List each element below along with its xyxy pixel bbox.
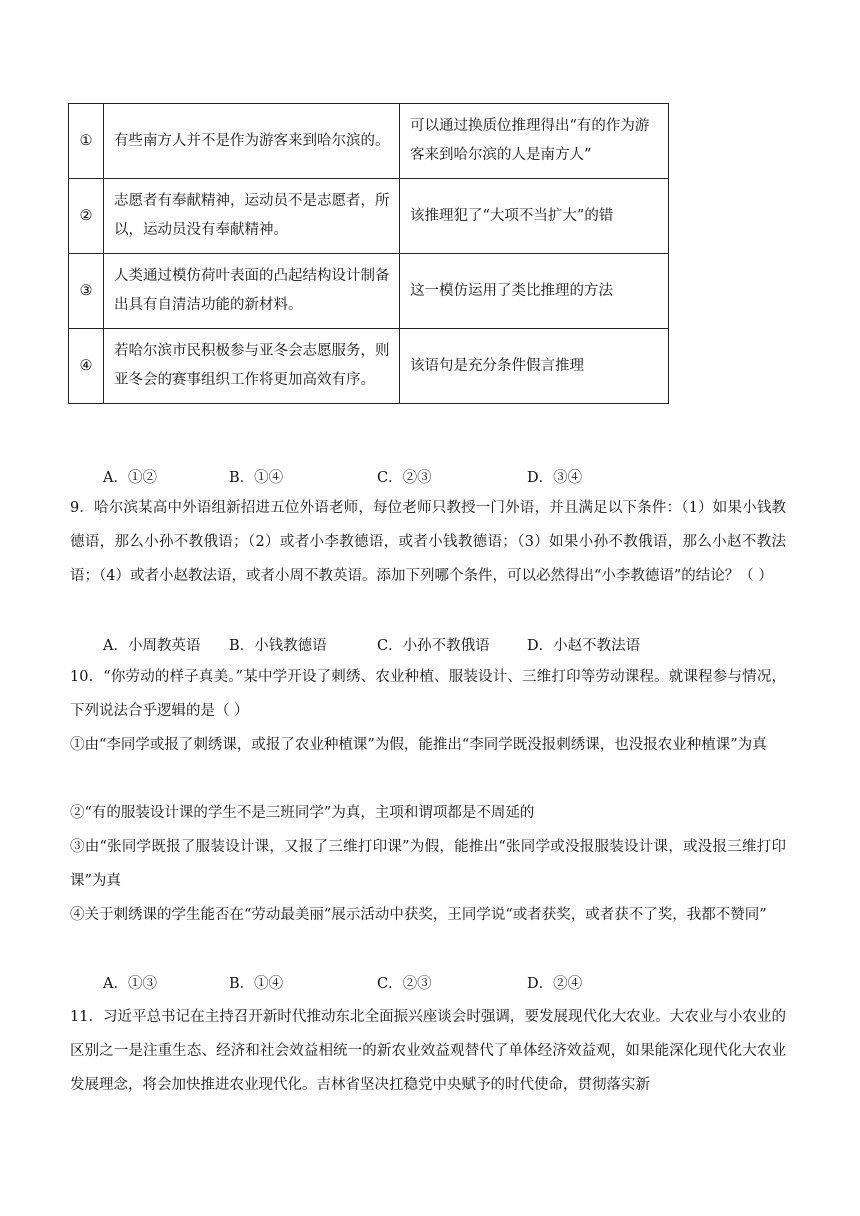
q9-stem: 9．哈尔滨某高中外语组新招进五位外语老师，每位老师只教授一门外语，并且满足以下条件：（1）如果小钱教德语，那么小孙不教俄语；（2）或者小李教德语，或者小钱教德语；（3）如果小孙不教俄语，那么小赵不教法语；（4）或者小赵教法语，或者小周不教英语。添加下列哪个条件，可以必然得出“小李教德语”的结论？（ ） [70,500,786,584]
q8-options [103,466,582,487]
q11-stem: 11．习近平总书记在主持召开新时代推动东北全面振兴座谈会时强调，要发展现代化大农业。大农业与小农业的区别之一是注重生态、经济和社会效益相统一的新农业效益观替代了单体经济效益观，如果能深化现代化大农业发展理念，将会加快推进农业现代化。吉林省坚决扛稳党中央赋予的时代使命，贯彻落实新 [70,1009,786,1093]
q9-options [103,634,640,655]
row-statement: 若哈尔滨市民积极参与亚冬会志愿服务，则亚冬会的赛事组织工作将更加高效有序。 [104,329,400,404]
option-b: B．①④ [229,976,284,992]
option-b: B．①④ [229,470,284,486]
row-analysis: 该推理犯了“大项不当扩大”的错 [400,179,669,254]
row-number: ① [69,104,104,179]
option-d: D．小赵不教法语 [527,638,641,654]
option-a: A．①② [103,470,157,486]
row-number: ④ [69,329,104,404]
table-row [69,104,669,179]
option-a: A．小周教英语 [103,638,201,654]
q10-stem: 10．“你劳动的样子真美。”某中学开设了刺绣、农业种植、服装设计、三维打印等劳动课程。就课程参与情况，下列说法合乎逻辑的是（ ） [70,669,786,719]
q8-table [68,103,669,404]
option-a: A．①③ [103,976,157,992]
option-d: D．③④ [527,470,583,486]
option-d: D．②④ [527,976,583,992]
row-number: ③ [69,254,104,329]
option-c: C．小孙不教俄语 [377,638,490,654]
row-statement: 志愿者有奉献精神，运动员不是志愿者，所以，运动员没有奉献精神。 [104,179,400,254]
q10-item-1: ①由“李同学或报了刺绣课，或报了农业种植课”为假，能推出“李同学既没报刺绣课，也没报农业种植课”为真 [70,737,767,753]
row-statement: 人类通过模仿荷叶表面的凸起结构设计制备出具有自清洁功能的新材料。 [104,254,400,329]
table-row [69,254,669,329]
q10-options [103,972,582,993]
table-row [69,329,669,404]
row-statement: 有些南方人并不是作为游客来到哈尔滨的。 [104,104,400,179]
table-row [69,179,669,254]
row-analysis: 该语句是充分条件假言推理 [400,329,669,404]
option-b: B．小钱教德语 [229,638,327,654]
q10-item-4: ④关于刺绣课的学生能否在“劳动最美丽”展示活动中获奖，王同学说“或者获奖，或者获不了奖，我都不赞同” [70,907,767,923]
row-number: ② [69,179,104,254]
option-c: C．②③ [377,976,432,992]
row-analysis: 可以通过换质位推理得出“有的作为游客来到哈尔滨的人是南方人” [400,104,669,179]
option-c: C．②③ [377,470,432,486]
q10-item-3: ③由“张同学既报了服装设计课，又报了三维打印课”为假，能推出“张同学或没报服装设计课，或没报三维打印课”为真 [70,839,786,889]
row-analysis: 这一模仿运用了类比推理的方法 [400,254,669,329]
q10-item-2: ②“有的服装设计课的学生不是三班同学”为真，主项和谓项都是不周延的 [70,805,535,821]
